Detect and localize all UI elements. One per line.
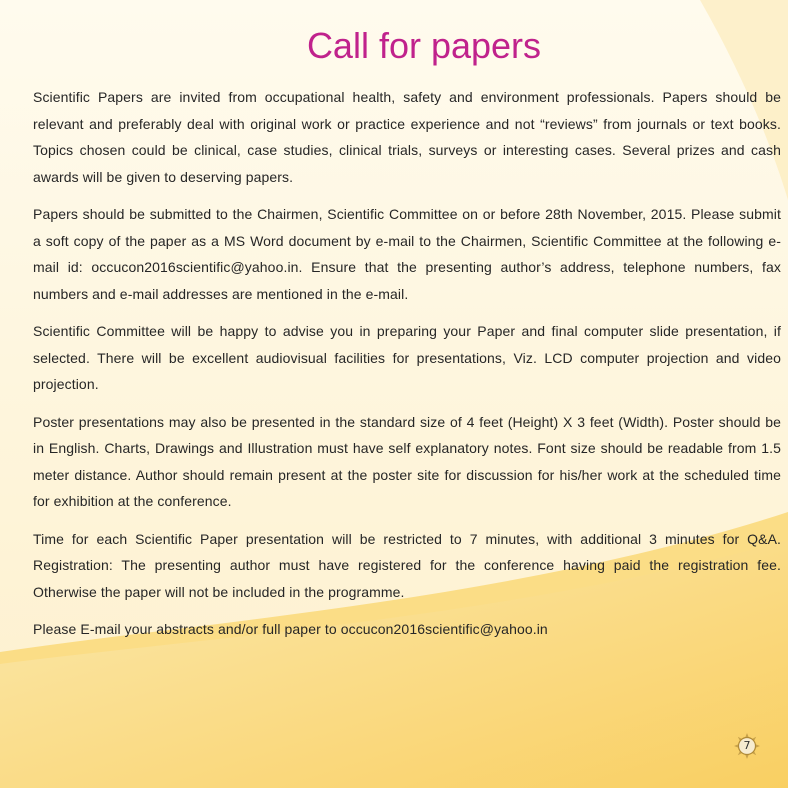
page-title: Call for papers — [306, 25, 542, 66]
page-number: 7 — [743, 739, 751, 752]
timing-paragraph: Time for each Scientific Paper presentation will be restricted to 7 minutes, with additional 3 minutes for Q&A. Registration: The presenting author must have registered for the conference having paid the registration fee. Otherwise the paper will not be included in the programme. — [33, 530, 781, 600]
body-text — [33, 84, 781, 654]
page-number-badge — [733, 732, 761, 760]
submission-paragraph: Papers should be submitted to the Chairmen, Scientific Committee on or before 28th November, 2015. Please submit a soft copy of the paper as a MS Word document by e-mail to the Chairmen, Scientific Committee at the following e-mail id: occucon2016scientific@yahoo.in. Ensure that the presenting author’s address, telephone numbers, fax numbers and e-mail addresses are mentioned in the e-mail. — [33, 206, 781, 302]
closing-line: Please E-mail your abstracts and/or full paper to occucon2016scientific@yahoo.in — [33, 621, 548, 637]
intro-paragraph: Scientific Papers are invited from occupational health, safety and environment professionals. Papers should be relevant and preferably deal with original work or practice experience and not “reviews” from journals or text books. Topics chosen could be clinical, case studies, clinical trials, surveys or interesting cases. Several prizes and cash awards will be given to deserving papers. — [33, 89, 781, 185]
poster-paragraph: Poster presentations may also be presented in the standard size of 4 feet (Height) X 3 feet (Width). Poster should be in English. Charts, Drawings and Illustration must have self explanatory notes. Font size should be readable from 1.5 meter distance. Author should remain present at the poster site for discussion for his/her work at the scheduled time for exhibition at the conference. — [33, 413, 781, 509]
presentation-paragraph: Scientific Committee will be happy to advise you in preparing your Paper and final computer slide presentation, if selected. There will be excellent audiovisual facilities for presentations, Viz. LCD computer projection and video projection. — [33, 323, 781, 392]
